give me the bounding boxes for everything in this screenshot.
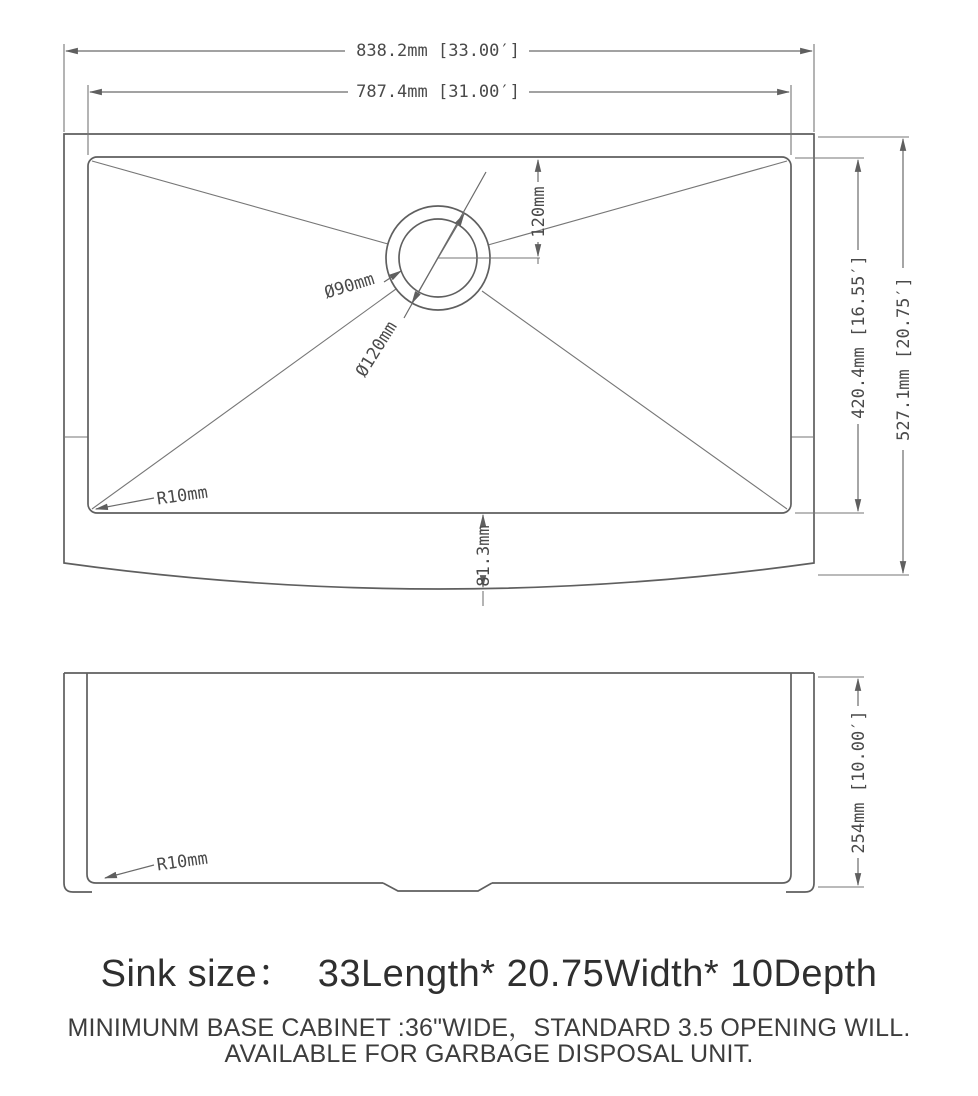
apron-depth-label: 81.3mm <box>474 525 494 587</box>
outer-width-label: 838.2mm [33.00′] <box>356 41 520 61</box>
basin-diagonal-bottom-left <box>92 289 396 509</box>
side-corner-radius-leader <box>105 865 154 878</box>
cabinet-note-line1: MINIMUNM BASE CABINET :36"WIDE，STANDARD 3.5 OPENING WILL. <box>67 1014 911 1042</box>
drain-outer-diameter-label: Ø120mm <box>352 318 402 381</box>
side-basin-left <box>87 673 383 883</box>
basin-diagonal-top-left <box>92 161 388 244</box>
side-basin-right <box>492 673 791 883</box>
drain-inner-leader <box>384 271 401 282</box>
inner-height-label: 420.4mm [16.55′] <box>849 255 869 419</box>
depth-label: 254mm [10.00′] <box>849 710 869 854</box>
cabinet-note-line2: AVAILABLE FOR GARBAGE DISPOSAL UNIT. <box>224 1040 754 1068</box>
inner-width-label: 787.4mm [31.00′] <box>356 82 520 102</box>
top-view <box>64 41 914 606</box>
corner-radius-label: R10mm <box>155 482 210 510</box>
drain-boss <box>383 883 492 891</box>
basin-rim <box>88 157 791 513</box>
sink-size-title: Sink size： 33Length* 20.75Width* 10Depth <box>100 953 878 995</box>
drain-offset-label: 120mm <box>529 186 549 238</box>
top-view-outer-outline <box>64 134 814 589</box>
side-view <box>64 673 869 892</box>
outer-height-label: 527.1mm [20.75′] <box>894 277 914 441</box>
basin-diagonal-bottom-right <box>482 291 787 509</box>
side-corner-radius-label: R10mm <box>155 848 210 876</box>
drain-inner-diameter-label: Ø90mm <box>322 269 377 304</box>
